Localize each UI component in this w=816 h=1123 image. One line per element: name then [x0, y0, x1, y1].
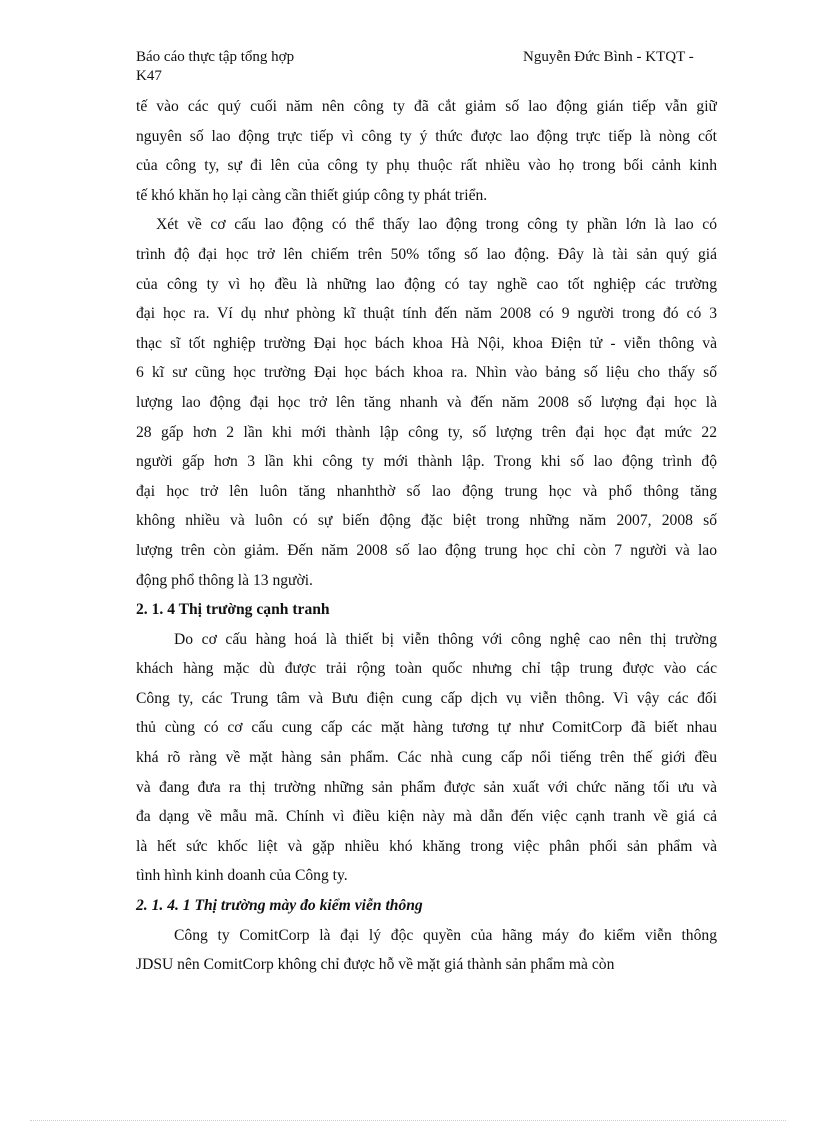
- paragraph-line: tình hình kinh doanh của Công ty.: [136, 867, 348, 885]
- paragraph-line: lượng trên còn giảm. Đến năm 2008 số lao động trung học chỉ còn 7 người và lao: [136, 541, 717, 559]
- paragraph-line: Xét về cơ cấu lao động có thể thấy lao động trong công ty phần lớn là lao có: [156, 216, 717, 234]
- document-body: [136, 92, 717, 980]
- paragraph-line: người gấp hơn 3 lần khi công ty mới thành lập. Trong khi số lao động trình độ: [136, 453, 717, 471]
- paragraph-line: không nhiều và luôn có sự biến động đặc biệt trong những năm 2007, 2008 số: [136, 512, 717, 530]
- paragraph-line: tế vào các quý cuối năm nên công ty đã cắt giảm số lao động gián tiếp vẫn giữ: [136, 98, 717, 115]
- subsection-heading: 2. 1. 4. 1 Thị trường mày đo kiểm viễn thông: [136, 897, 423, 915]
- paragraph-line: thạc sĩ tốt nghiệp trường Đại học bách khoa Hà Nội, khoa Điện tử - viễn thông và: [136, 334, 717, 352]
- header-report-title: Báo cáo thực tập tổng hợp: [136, 49, 295, 65]
- paragraph-line: Công ty ComitCorp là đại lý độc quyền của hãng máy đo kiểm viễn thông: [174, 926, 717, 944]
- paragraph-line: động phổ thông là 13 người.: [136, 571, 313, 589]
- paragraph-line: khách hàng mặc dù được trải rộng toàn quốc nhưng chỉ tập trung được vào các: [136, 660, 717, 678]
- paragraph-line: JDSU nên ComitCorp không chỉ được hỗ về mặt giá thành sản phẩm mà còn: [136, 956, 615, 974]
- paragraph-line: lượng lao động đại học trở lên tăng nhanh và đến năm 2008 số lượng đại học là: [136, 393, 717, 411]
- paragraph-line: tế khó khăn họ lại càng cần thiết giúp công ty phát triển.: [136, 186, 488, 204]
- paragraph-line: khá rõ ràng về mặt hàng sản phẩm. Các nhà cung cấp nổi tiếng trên thế giới đều: [136, 749, 717, 767]
- paragraph-line: là hết sức khốc liệt và gặp nhiều khó khăng trong việc phân phối sản phẩm và: [136, 837, 717, 855]
- paragraph-line: 28 gấp hơn 2 lần khi mới thành lập công ty, số lượng trên đại học đạt mức 22: [136, 423, 717, 441]
- paragraph-line: của công ty, sự đi lên của công ty phụ thuộc rất nhiều vào họ trong bối cảnh kinh: [136, 157, 717, 175]
- paragraph-line: thủ cùng có cơ cấu cung cấp các mặt hàng tương tự như ComitCorp đã biết nhau: [136, 719, 717, 737]
- paragraph-line: nguyên số lao động trực tiếp vì công ty ý thức được lao động trực tiếp là nòng cốt: [136, 127, 717, 145]
- header-author: Nguyễn Đức Bình - KTQT -: [523, 49, 694, 65]
- page-bottom-divider: [30, 1120, 786, 1121]
- paragraph-line: Công ty, các Trung tâm và Bưu điện cung cấp dịch vụ viễn thông. Vì vậy các đối: [136, 689, 717, 707]
- header-class-code: K47: [136, 68, 162, 84]
- paragraph-line: của công ty vì họ đều là những lao động có tay nghề cao tốt nghiệp các trường: [136, 275, 717, 293]
- paragraph-line: Do cơ cấu hàng hoá là thiết bị viễn thông với công nghệ cao nên thị trường: [174, 630, 717, 648]
- section-heading: 2. 1. 4 Thị trường cạnh tranh: [136, 601, 330, 619]
- paragraph-line: đại học trở lên luôn tăng nhanhthờ số lao động trung học và phổ thông tăng: [136, 482, 717, 500]
- paragraph-line: 6 kĩ sư cũng học trường Đại học bách khoa ra. Nhìn vào bảng số liệu cho thấy số: [136, 364, 717, 382]
- paragraph-line: đa dạng về mẫu mã. Chính vì điều kiện này mà dẫn đến việc cạnh tranh về giá cả: [136, 808, 717, 826]
- paragraph-line: đại học ra. Ví dụ như phòng kĩ thuật tính đến năm 2008 có 9 người trong đó có 3: [136, 305, 717, 323]
- paragraph-line: trình độ đại học trở lên chiếm trên 50% tổng số lao động. Đây là tài sản quý giá: [136, 245, 717, 263]
- paragraph-line: và đang đưa ra thị trường những sản phẩm được sản xuất với chức năng tối ưu và: [136, 778, 717, 796]
